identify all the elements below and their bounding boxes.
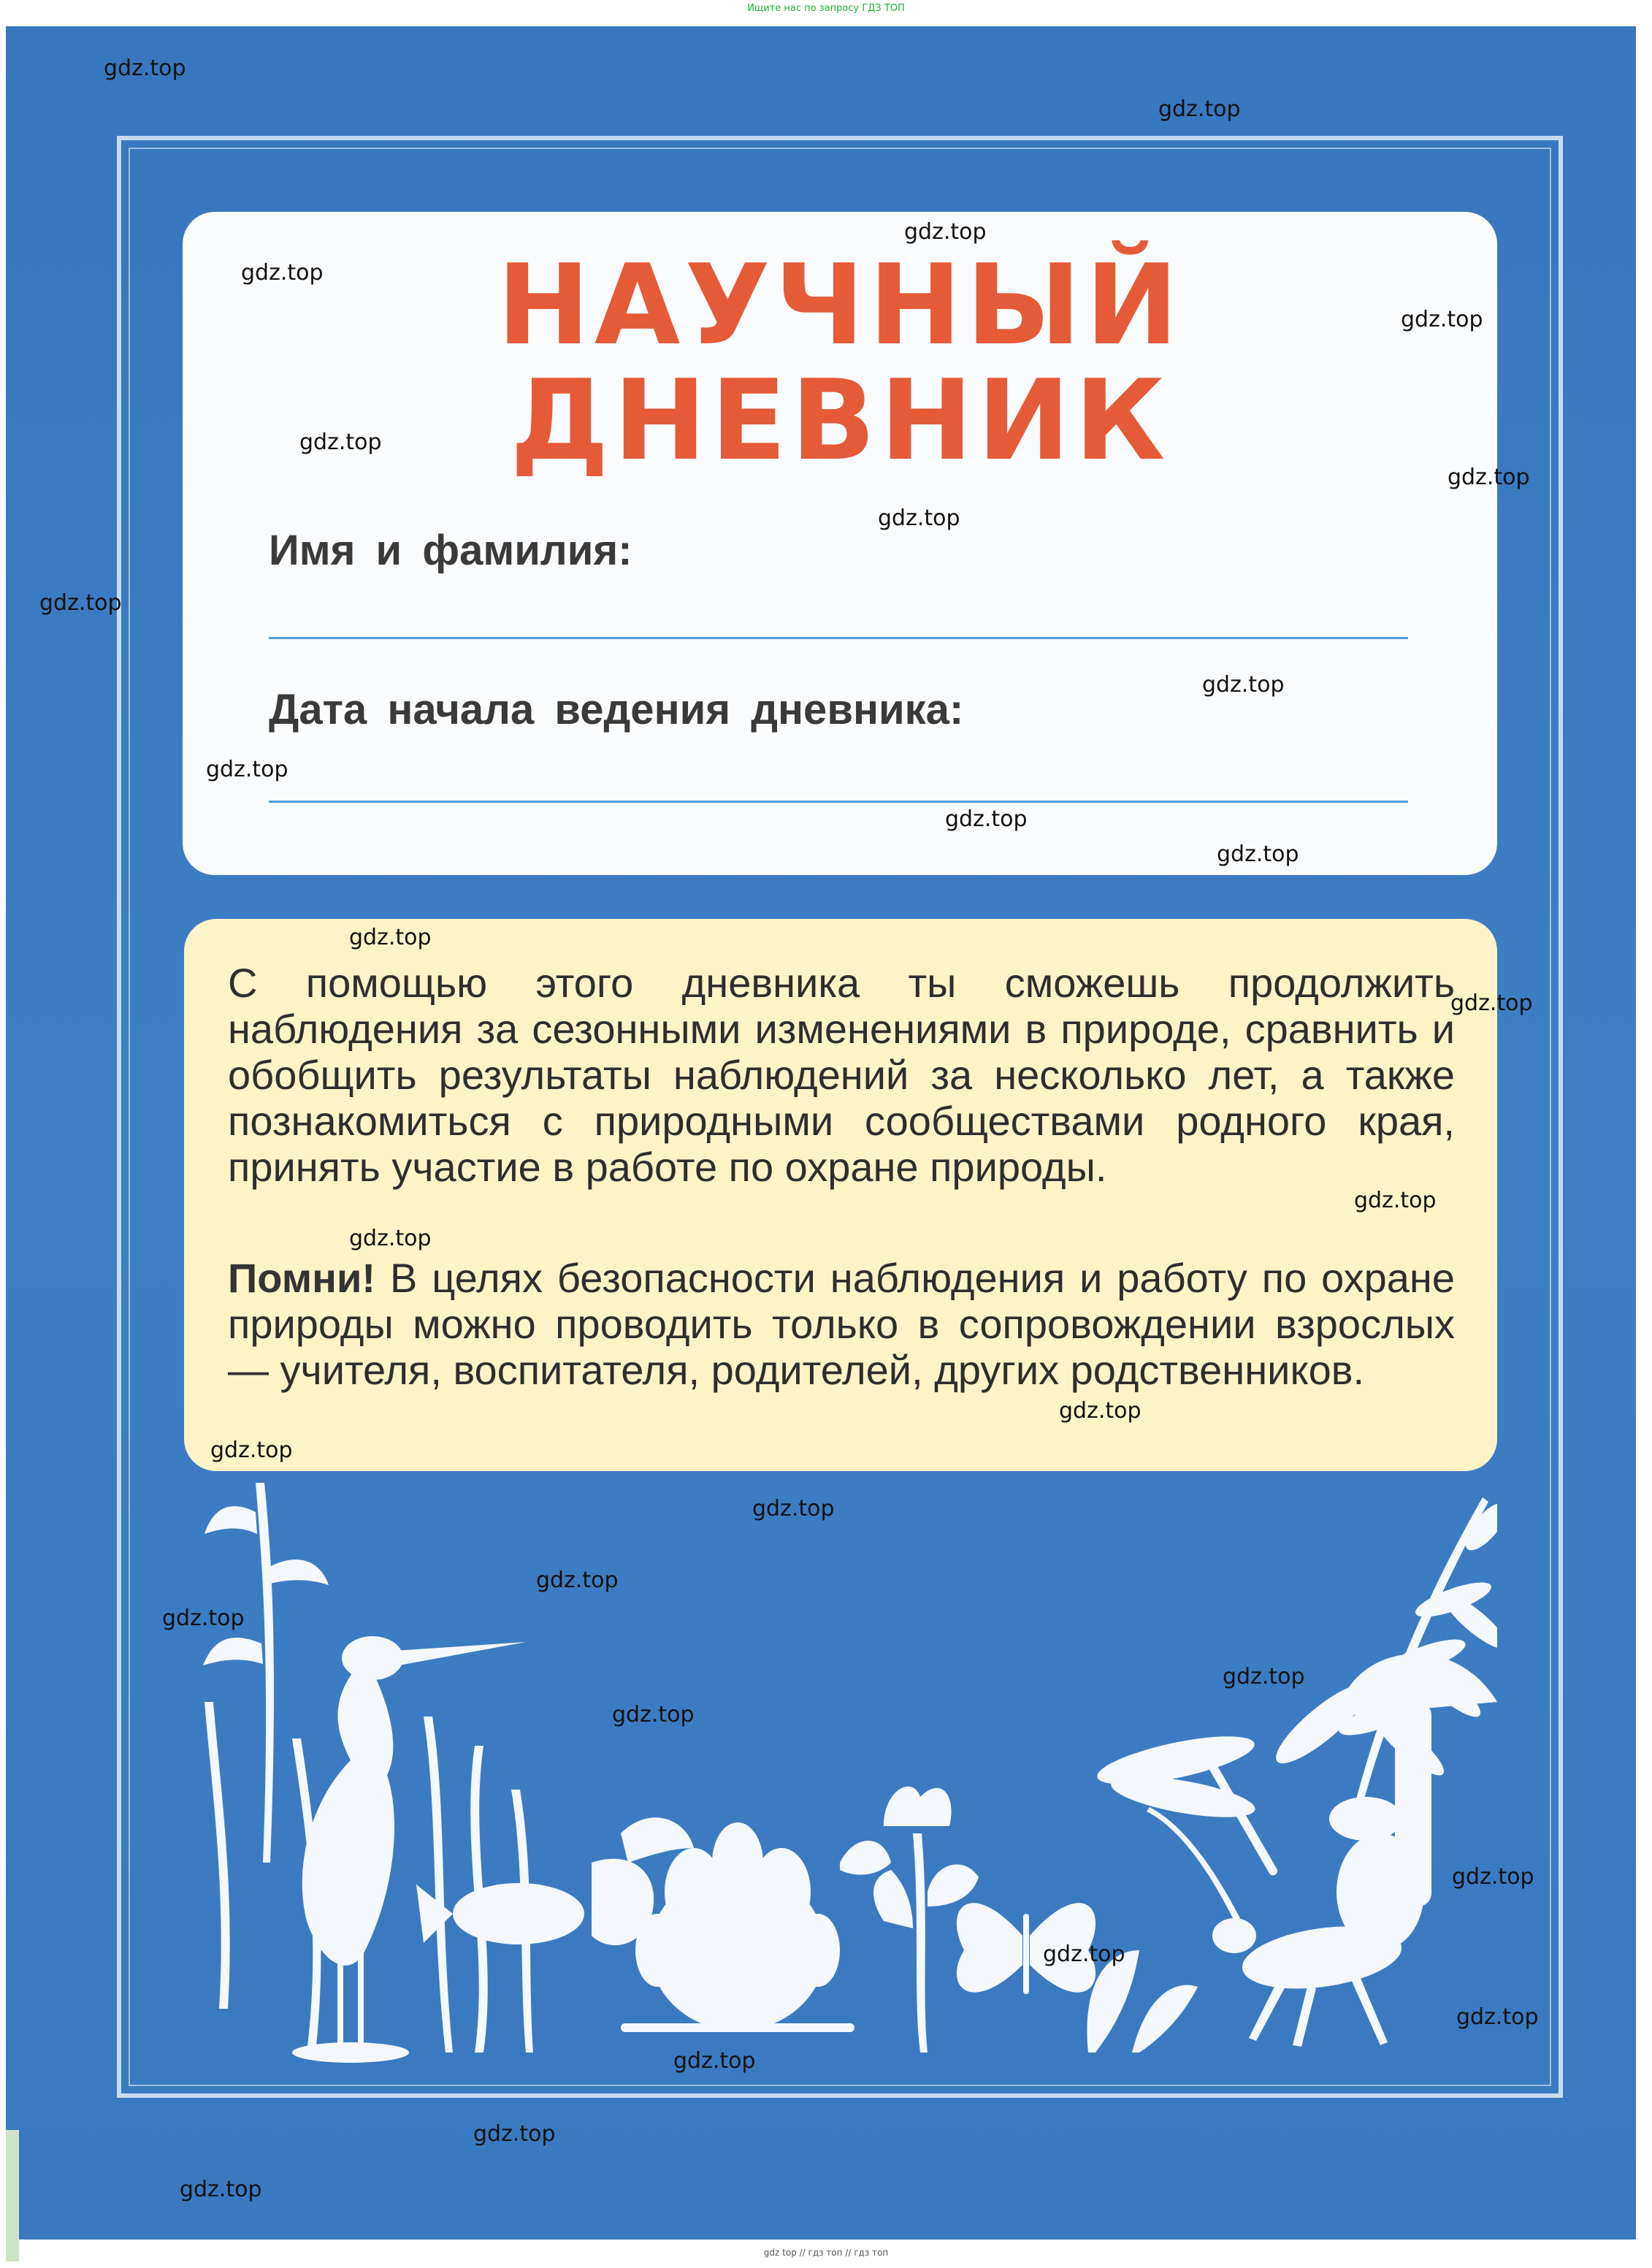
watermark: gdz.top: [180, 2177, 262, 2202]
watermark: gdz.top: [673, 2048, 756, 2074]
date-field-line[interactable]: [269, 801, 1408, 803]
watermark: gdz.top: [241, 260, 324, 286]
watermark: gdz.top: [206, 757, 288, 782]
remember-label: Помни!: [228, 1255, 376, 1301]
dragonfly-silhouette: [1093, 1674, 1377, 1877]
watermark: gdz.top: [1450, 990, 1533, 1016]
intro-panel: [184, 919, 1497, 1471]
watermark: gdz.top: [1448, 465, 1530, 490]
page-edge-strip: [6, 2130, 19, 2261]
watermark: gdz.top: [904, 219, 987, 245]
watermark: gdz.top: [1354, 1188, 1437, 1213]
watermark: gdz.top: [1401, 307, 1483, 332]
mushroom-silhouette: [1329, 1654, 1497, 1950]
watermark: gdz.top: [210, 1437, 293, 1463]
watermark: gdz.top: [473, 2121, 556, 2147]
watermark: gdz.top: [1223, 1664, 1305, 1689]
watermark: gdz.top: [752, 1496, 835, 1521]
watermark: gdz.top: [1217, 841, 1299, 867]
watermark: gdz.top: [349, 925, 432, 950]
watermark: gdz.top: [612, 1702, 695, 1727]
intro-text: С помощью этого дневника ты сможешь продолжить наблюдения за сезонными изменениями в природе, сравнить и обобщить результаты наблюдений за несколько лет, а также познакомиться с природными сообществами родного края, принять участие в работе по охране природы.: [228, 960, 1455, 1190]
watermark: gdz.top: [39, 590, 122, 616]
watermark: gdz.top: [945, 806, 1028, 832]
remember-paragraph: [228, 1255, 1455, 1393]
watermark: gdz.top: [299, 429, 382, 455]
title-line-1: НАУЧНЫЙ: [497, 240, 1183, 370]
watermark: gdz.top: [536, 1568, 619, 1593]
watermark: gdz.top: [1452, 1864, 1534, 1890]
watermark: gdz.top: [162, 1605, 245, 1631]
watermark: gdz.top: [1158, 96, 1241, 122]
name-field-line[interactable]: [269, 637, 1408, 639]
date-label: Дата начала ведения дневника:: [269, 686, 964, 733]
watermark: gdz.top: [1456, 2004, 1539, 2030]
title-panel: [183, 212, 1497, 875]
remember-text: В целях безопасности наблюдения и работу по охране природы можно проводить только в сопровождении взрослых — учителя, воспитателя, родителей, других родственников.: [228, 1255, 1455, 1393]
watermark: gdz.top: [1059, 1398, 1142, 1424]
watermark: gdz.top: [1202, 672, 1285, 698]
watermark: gdz.top: [104, 56, 186, 81]
name-label: Имя и фамилия:: [269, 527, 632, 574]
nature-silhouettes: [183, 1483, 1497, 2082]
top-hint: Ищите нас по запросу ГДЗ ТОП: [747, 3, 905, 14]
heron-silhouette: [292, 1636, 526, 2063]
title-line-2: ДНЕВНИК: [510, 356, 1170, 485]
bottom-hint: gdz top // гдз топ // гдз топ: [763, 2248, 889, 2258]
watermark: gdz.top: [878, 505, 960, 531]
reeds-silhouette: [203, 1483, 329, 2053]
watermark: gdz.top: [349, 1226, 432, 1251]
watermark: gdz.top: [1043, 1941, 1125, 1967]
